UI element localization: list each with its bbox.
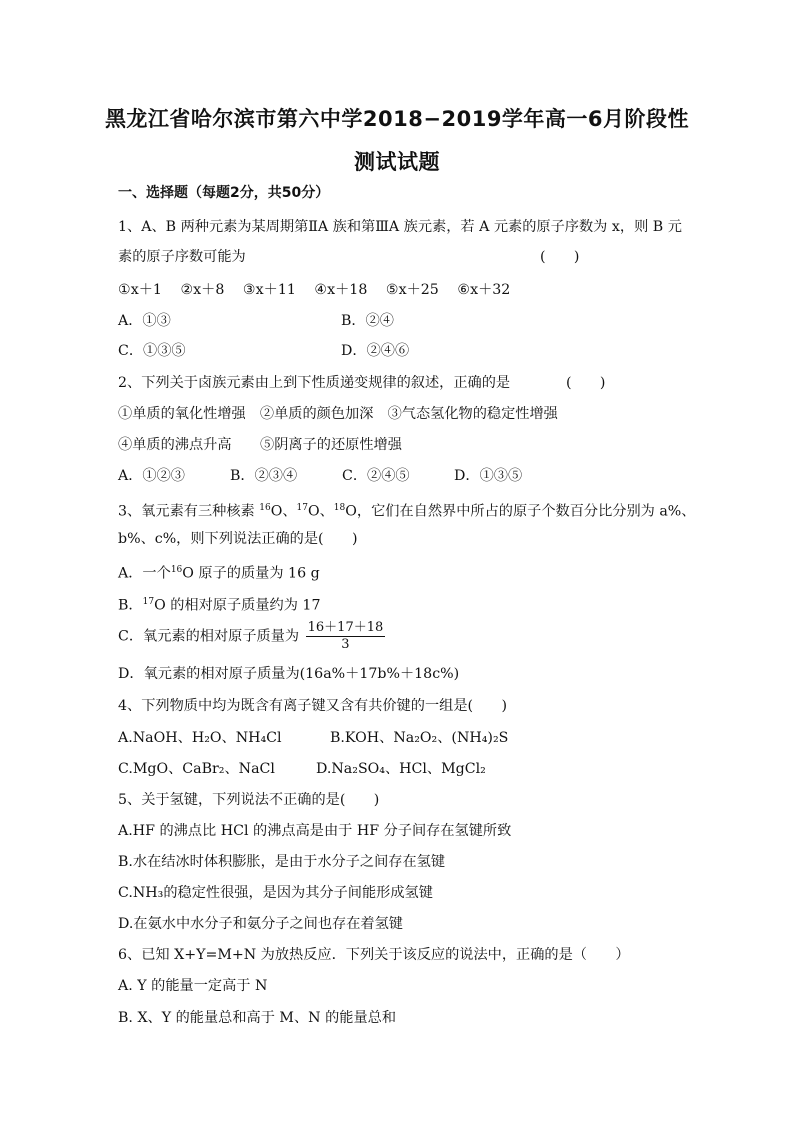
q3-option-a-text: O 原子的质量为 16 g: [182, 565, 320, 582]
q3-option-a: [118, 560, 320, 584]
q4-option-a: A.NaOH、H₂O、NH₄Cl: [118, 730, 282, 746]
q4-option-c: C.MgO、CaBr₂、NaCl: [118, 761, 275, 777]
isotope-mass-17: 17: [142, 597, 155, 607]
fraction-numerator: 16＋17＋18: [307, 620, 384, 635]
q3-option-c-text: C．氧元素的相对原子质量为: [118, 628, 300, 645]
q2-items-line-2: [118, 435, 402, 455]
q4-option-b: B.KOH、Na₂O₂、(NH₄)₂S: [330, 730, 509, 746]
q4-options-row-1: [118, 728, 509, 748]
q2-stem-text: 2、下列关于卤族元素由上到下性质递变规律的叙述，正确的是: [118, 375, 511, 391]
q1-item: ⑤x＋25: [385, 282, 439, 298]
q1-stem-text: 素的原子序数可能为: [118, 249, 246, 265]
q5-stem: 5、关于氢键，下列说法不正确的是( ): [118, 792, 380, 808]
q1-item: ②x＋8: [180, 282, 225, 298]
page-title-line-1: 黑龙江省哈尔滨市第六中学2018−2019学年高一6月阶段性: [104, 107, 690, 131]
q1-answer-paren: ( ): [540, 249, 580, 265]
q2-option-b: B．②③④: [230, 468, 298, 484]
q4-option-d: D.Na₂SO₄、HCl、MgCl₂: [316, 761, 486, 777]
q3-option-b-prefix: B．: [118, 597, 143, 614]
q1-stem-line-1: 1、A、B 两种元素为某周期第ⅡA 族和第ⅢA 族元素，若 A 元素的原子序数为 x，则 B 元: [118, 219, 682, 235]
q2-items-line-1: ①单质的氧化性增强 ②单质的颜色加深 ③气态氢化物的稳定性增强: [118, 406, 558, 422]
q5-option-c: C.NH₃的稳定性很强，是因为其分子间能形成氢键: [118, 885, 433, 901]
q1-item: ④x＋18: [314, 282, 368, 298]
q5-option-d: D.在氨水中水分子和氨分子之间也存在着氢键: [118, 916, 403, 932]
q1-item: ③x＋11: [242, 282, 296, 298]
isotope-mass-18: 18: [333, 503, 346, 513]
q1-item: ①x＋1: [118, 282, 162, 298]
q3-option-a-prefix: A．一个: [118, 565, 171, 582]
q1-option-a: A．①③: [118, 313, 171, 329]
q2-answer-paren: ( ): [566, 375, 606, 391]
q2-option-c: C．②④⑤: [342, 468, 410, 484]
q3-option-b: [118, 592, 320, 616]
q1-options-row-1: [118, 311, 394, 331]
section-heading: 一、选择题（每题2分，共50分）: [118, 185, 330, 201]
q2-option-d: D．①③⑤: [454, 468, 523, 484]
q2-option-a: A．①②③: [118, 468, 185, 484]
q6-option-b: B. X、Y 的能量总和高于 M、N 的能量总和: [118, 1010, 397, 1026]
q4-options-row-2: [118, 759, 486, 779]
q1-option-c: C．①③⑤: [118, 343, 186, 359]
q3-stem-text-b: ，它们在自然界中所占的原子个数百分比分别为 a%、: [356, 503, 696, 520]
q5-option-b: B.水在结冰时体积膨胀，是由于水分子之间存在氢键: [118, 854, 446, 870]
q2-item-5: ⑤阴离子的还原性增强: [260, 437, 402, 453]
q3-stem-line-1: 3、氧元素有三种核素 $^{16}$O、$^{17}$O、$^{18}$O，它们在自然界中所占的原子个数百分比分别为 a%、: [118, 503, 696, 520]
isotope-mass-16: 16: [259, 503, 271, 513]
q3-stem-line-2: b%、c%，则下列说法正确的是( ): [118, 531, 358, 547]
q1-candidates: [118, 280, 510, 300]
isotope-mass-16: 16: [170, 565, 183, 575]
q2-stem: [118, 373, 606, 393]
q3-stem-text-a: 3、氧元素有三种核素: [118, 503, 255, 520]
q1-option-b: B．②④: [341, 313, 394, 329]
q2-item-4: ④单质的沸点升高: [118, 437, 232, 453]
q1-option-d: D．②④⑥: [341, 343, 410, 359]
q2-options: [118, 466, 523, 486]
q1-item: ⑥x＋32: [457, 282, 511, 298]
q5-option-a: A.HF 的沸点比 HCl 的沸点高是由于 HF 分子间存在氢键所致: [118, 823, 512, 839]
q3-option-b-text: O 的相对原子质量约为 17: [154, 597, 321, 614]
q1-stem-line-2: [118, 247, 580, 267]
q1-options-row-2: [118, 341, 410, 361]
q4-stem: 4、下列物质中均为既含有离子键又含有共价键的一组是( ): [118, 698, 507, 714]
isotope-mass-17: 17: [296, 503, 308, 513]
q6-stem: 6、已知 X+Y=M+N 为放热反应．下列关于该反应的说法中，正确的是（ ）: [118, 947, 630, 963]
fraction: [306, 620, 386, 653]
fraction-denominator: 3: [341, 637, 350, 652]
q6-option-a: A. Y 的能量一定高于 N: [118, 978, 268, 994]
q3-option-c: [118, 620, 385, 653]
page-title-line-2: 测试试题: [354, 150, 440, 174]
q3-option-d: D．氧元素的相对原子质量为(16a%＋17b%＋18c%): [118, 666, 460, 682]
